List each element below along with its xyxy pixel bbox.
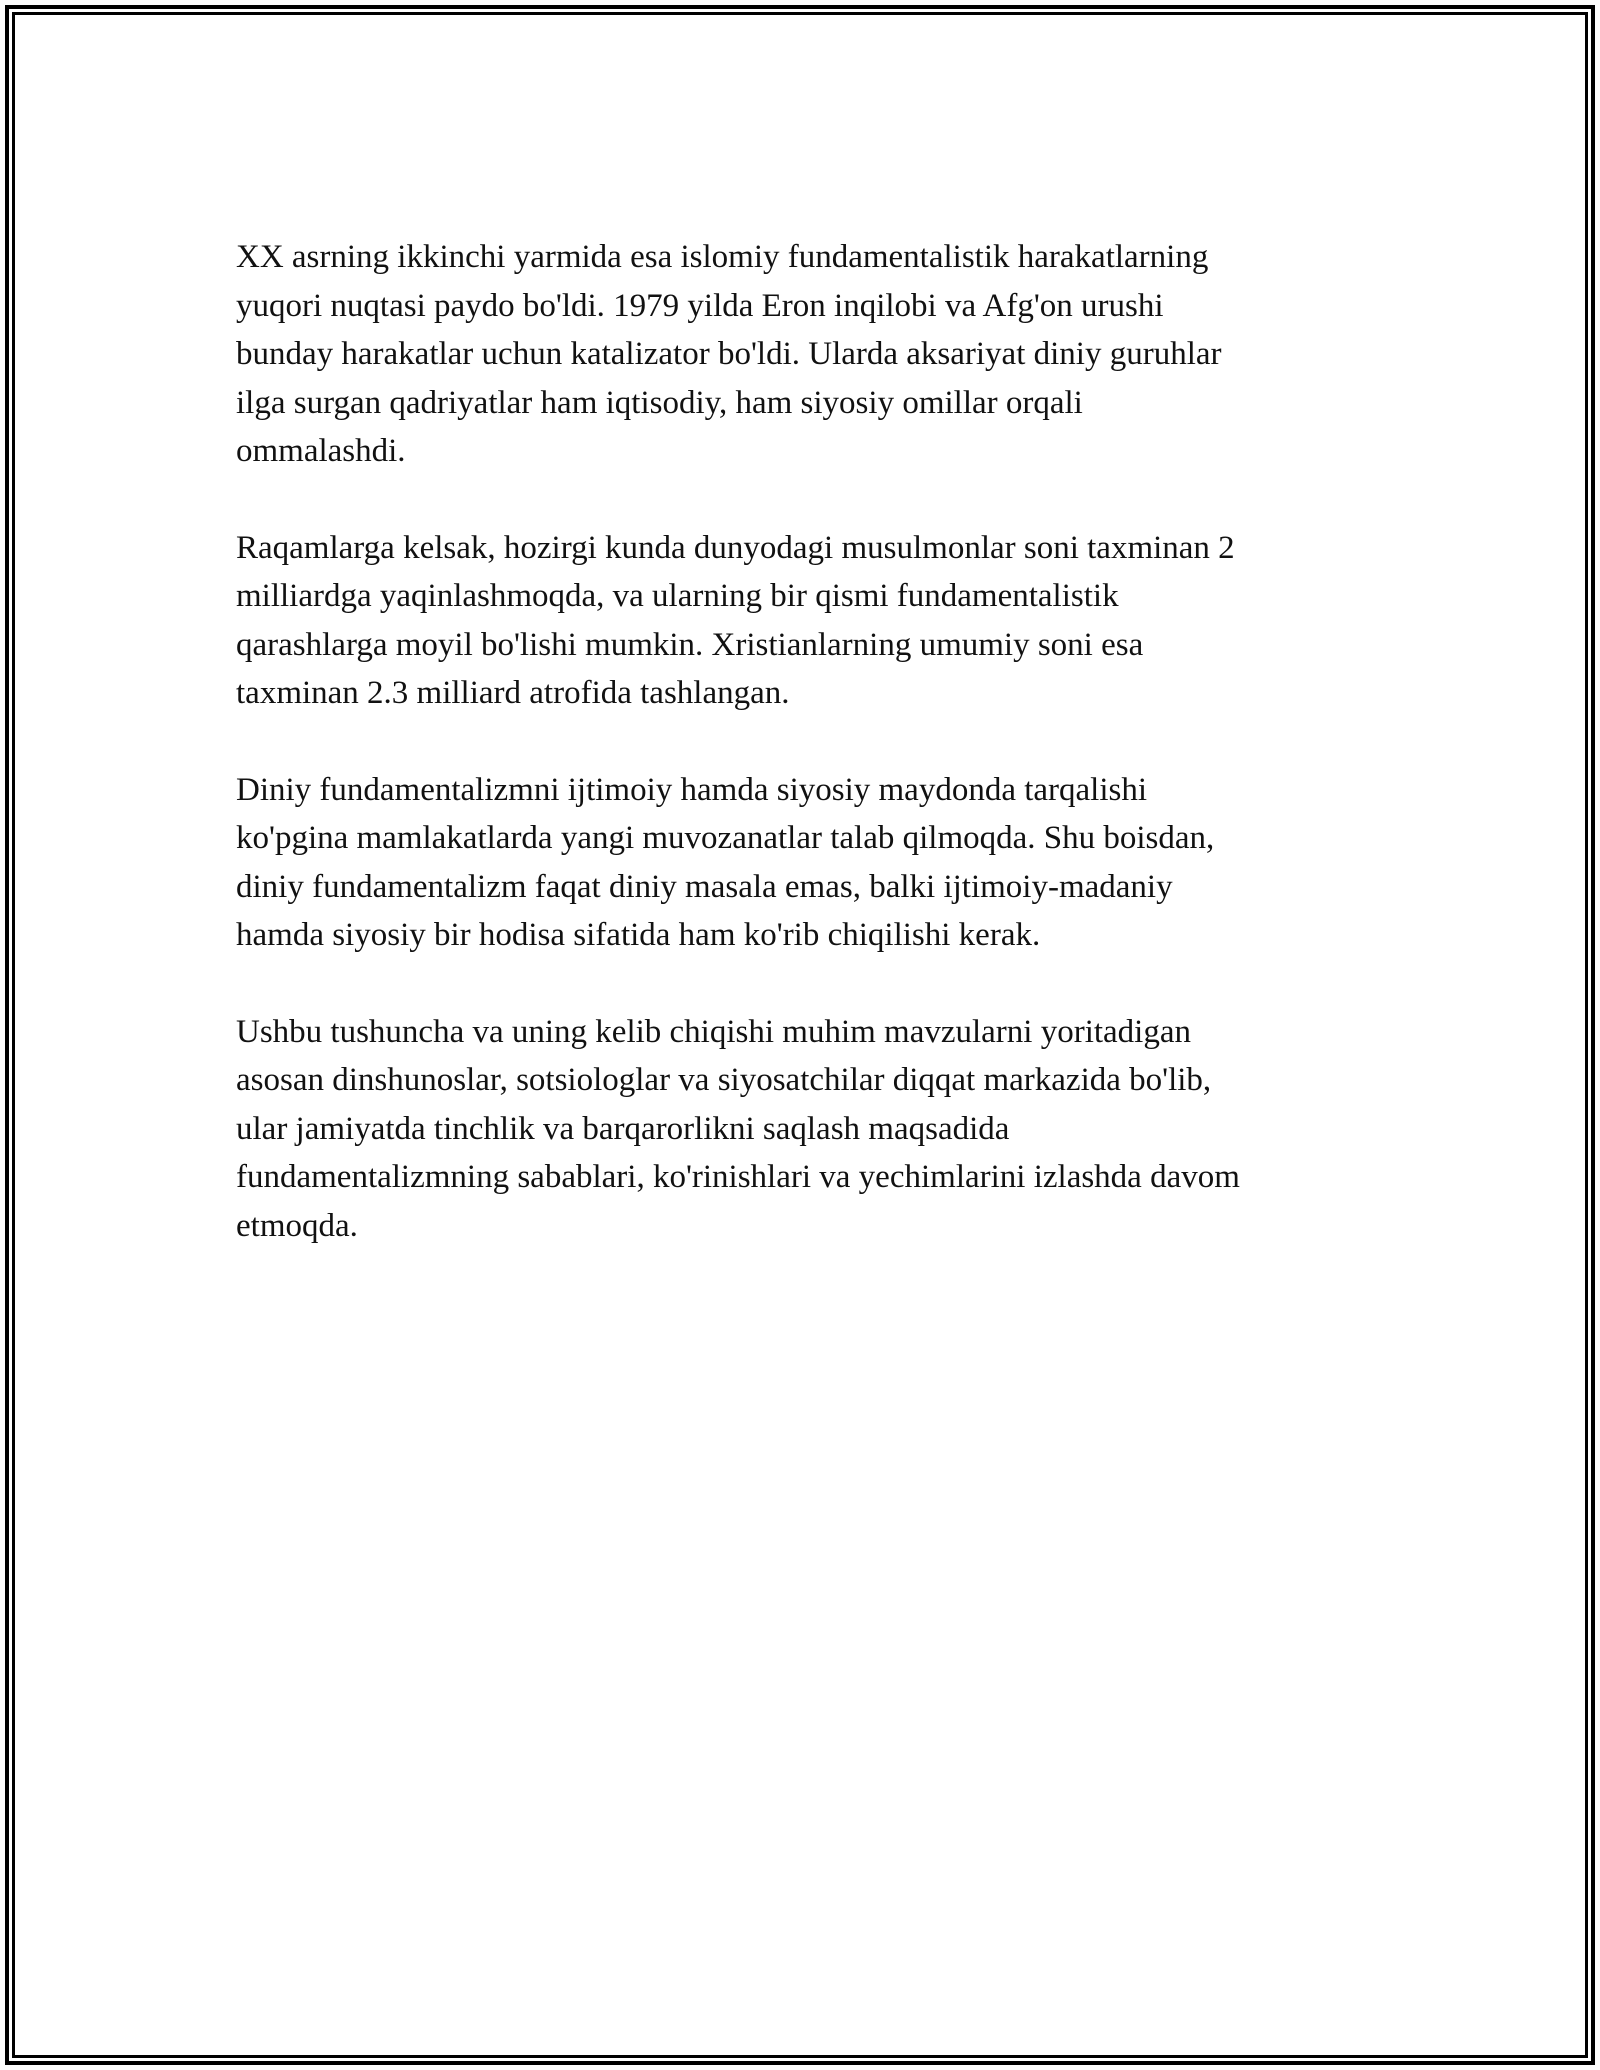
text-line: XX asrning ikkinchi yarmida esa islomiy fundamentalistik harakatlarning [236, 239, 1209, 275]
text-line: fundamentalizmning sabablari, ko'rinishlari va yechimlarini izlashda davom [236, 1159, 1240, 1195]
paragraph-3 [236, 766, 1366, 960]
paragraph-1 [236, 233, 1366, 476]
text-line: ilga surgan qadriyatlar ham iqtisodiy, ham siyosiy omillar orqali [236, 384, 1083, 421]
text-line: qarashlarga moyil bo'lishi mumkin. Xristianlarning umumiy soni esa [236, 626, 1144, 663]
text-line: hamda siyosiy bir hodisa sifatida ham ko'rib chiqilishi kerak. [236, 917, 1041, 953]
text-line: Diniy fundamentalizmni ijtimoiy hamda siyosiy maydonda tarqalishi [236, 771, 1148, 808]
text-line: etmoqda. [236, 1207, 358, 1244]
paragraph-4 [236, 1008, 1366, 1251]
text-line: ko'pgina mamlakatlarda yangi muvozanatlar talab qilmoqda. Shu boisdan, [236, 820, 1215, 856]
document-body [236, 233, 1366, 1298]
text-line: asosan dinshunoslar, sotsiologlar va siyosatchilar diqqat markazida bo'lib, [236, 1062, 1212, 1098]
text-line: diniy fundamentalizm faqat diniy masala emas, balki ijtimoiy-madaniy [236, 868, 1173, 905]
text-line: Raqamlarga kelsak, hozirgi kunda dunyodagi musulmonlar soni taxminan 2 [236, 529, 1235, 566]
text-line: milliardga yaqinlashmoqda, va ularning bir qismi fundamentalistik [236, 578, 1119, 614]
text-line: yuqori nuqtasi paydo bo'ldi. 1979 yilda Eron inqilobi va Afg'on urushi [236, 287, 1164, 324]
text-line: ular jamiyatda tinchlik va barqarorlikni saqlash maqsadida [236, 1110, 1010, 1147]
paragraph-2 [236, 524, 1366, 718]
text-line: bunday harakatlar uchun katalizator bo'ldi. Ularda aksariyat diniy guruhlar [236, 336, 1222, 372]
text-line: taxminan 2.3 milliard atrofida tashlangan. [236, 675, 790, 711]
text-line: Ushbu tushuncha va uning kelib chiqishi muhim mavzularni yoritadigan [236, 1013, 1192, 1050]
text-line: ommalashdi. [236, 433, 406, 469]
